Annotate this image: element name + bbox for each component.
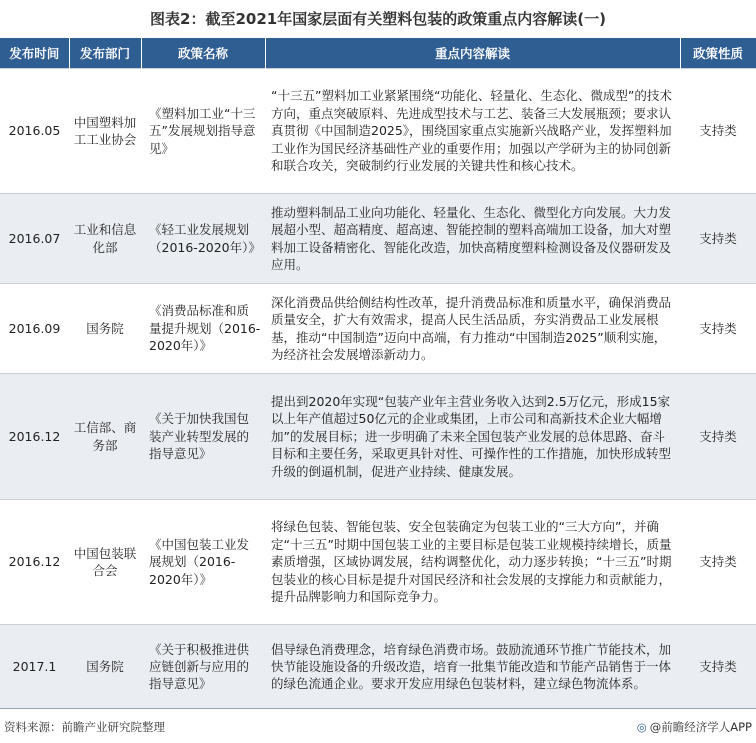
cell-nature: 支持类 <box>680 69 756 194</box>
header-content: 重点内容解读 <box>265 38 680 69</box>
cell-date: 2016.09 <box>0 284 69 374</box>
table-row <box>0 194 756 284</box>
cell-content: “十三五”塑料加工业紧紧围绕“功能化、轻量化、生态化、微成型”的技术方向，重点突破原料、先进成型技术与工艺、装备三大发展瓶颈；要求认真贯彻《中国制造2025》，围绕国家重点实施新兴战略产业，发挥塑料加工业作为国民经济基础性产业的重要作用；加强以产学研为主的协同创新和联合攻关，突破制约行业发展的关键共性和核心技术。 <box>265 69 680 194</box>
cell-date: 2016.12 <box>0 374 69 500</box>
cell-dept: 国务院 <box>69 625 141 709</box>
cell-policy-name: 《关于加快我国包装产业转型发展的指导意见》 <box>141 374 265 500</box>
cell-date: 2017.1 <box>0 625 69 709</box>
cell-nature: 支持类 <box>680 284 756 374</box>
brand-text: @前瞻经济学人APP <box>649 720 752 734</box>
footer <box>0 708 756 743</box>
cell-policy-name: 《轻工业发展规划（2016-2020年）》 <box>141 194 265 284</box>
cell-dept: 工信部、商务部 <box>69 374 141 500</box>
cell-nature: 支持类 <box>680 374 756 500</box>
cell-date: 2016.12 <box>0 500 69 625</box>
cell-policy-name: 《中国包装工业发展规划（2016-2020年）》 <box>141 500 265 625</box>
table-row <box>0 625 756 709</box>
header-dept: 发布部门 <box>69 38 141 69</box>
source-note: 资料来源：前瞻产业研究院整理 <box>4 720 165 734</box>
table-row <box>0 284 756 374</box>
chart-title: 图表2：截至2021年国家层面有关塑料包装的政策重点内容解读(一) <box>150 10 606 28</box>
header-name: 政策名称 <box>141 38 265 69</box>
cell-content: 深化消费品供给侧结构性改革，提升消费品标准和质量水平，确保消费品质量安全，扩大有效需求，提高人民生活品质，夯实消费品工业发展根基，推动“中国制造”迈向中高端，有力推动“中国制造2025”顺利实施，为经济社会发展增添新动力。 <box>265 284 680 374</box>
cell-nature: 支持类 <box>680 500 756 625</box>
cell-policy-name: 《塑料加工业“十三五”发展规划指导意见》 <box>141 69 265 194</box>
cell-date: 2016.07 <box>0 194 69 284</box>
cell-policy-name: 《关于积极推进供应链创新与应用的指导意见》 <box>141 625 265 709</box>
cell-dept: 中国塑料加工工业协会 <box>69 69 141 194</box>
cell-policy-name: 《消费品标准和质量提升规划（2016-2020年）》 <box>141 284 265 374</box>
table-row <box>0 500 756 625</box>
cell-content: 将绿色包装、智能包装、安全包装确定为包装工业的“三大方向”，并确定“十三五”时期中国包装工业的主要目标是包装工业规模持续增长，质量素质增强，区域协调发展，结构调整优化，动力逐步转换；“十三五”时期包装业的核心目标是提升对国民经济和社会发展的支撑能力和贡献能力，提升品牌影响力和国际竞争力。 <box>265 500 680 625</box>
cell-dept: 国务院 <box>69 284 141 374</box>
cell-content: 提出到2020年实现“包装产业年主营业务收入达到2.5万亿元，形成15家以上年产值超过50亿元的企业或集团，上市公司和高新技术企业大幅增加”的发展目标；进一步明确了未来全国包装产业发展的总体思路、奋斗目标和主要任务，采取更具针对性、可操作性的工作措施，加快形成转型升级的倒逼机制，促进产业持续、健康发展。 <box>265 374 680 500</box>
header-nature: 政策性质 <box>680 38 756 69</box>
cell-nature: 支持类 <box>680 194 756 284</box>
brand-credit <box>637 719 752 735</box>
cell-content: 倡导绿色消费理念，培育绿色消费市场。鼓励流通环节推广节能技术，加快节能设施设备的升级改造，培育一批集节能改造和节能产品销售于一体的绿色流通企业。要求开发应用绿色包装材料，建立绿色物流体系。 <box>265 625 680 709</box>
cell-content: 推动塑料制品工业向功能化、轻量化、生态化、微型化方向发展。大力发展超小型、超高精度、超高速、智能控制的塑料高端加工设备，加大对塑料加工设备精密化、智能化改造，加快高精度塑料检测设备及仪器研发及应用。 <box>265 194 680 284</box>
policy-table <box>0 38 756 709</box>
table-row <box>0 69 756 194</box>
table-header-row <box>0 38 756 69</box>
header-date: 发布时间 <box>0 38 69 69</box>
cell-dept: 中国包装联合会 <box>69 500 141 625</box>
cell-nature: 支持类 <box>680 625 756 709</box>
qianzhan-logo-icon: ◎ <box>636 720 647 734</box>
cell-dept: 工业和信息化部 <box>69 194 141 284</box>
table-row <box>0 374 756 500</box>
cell-date: 2016.05 <box>0 69 69 194</box>
